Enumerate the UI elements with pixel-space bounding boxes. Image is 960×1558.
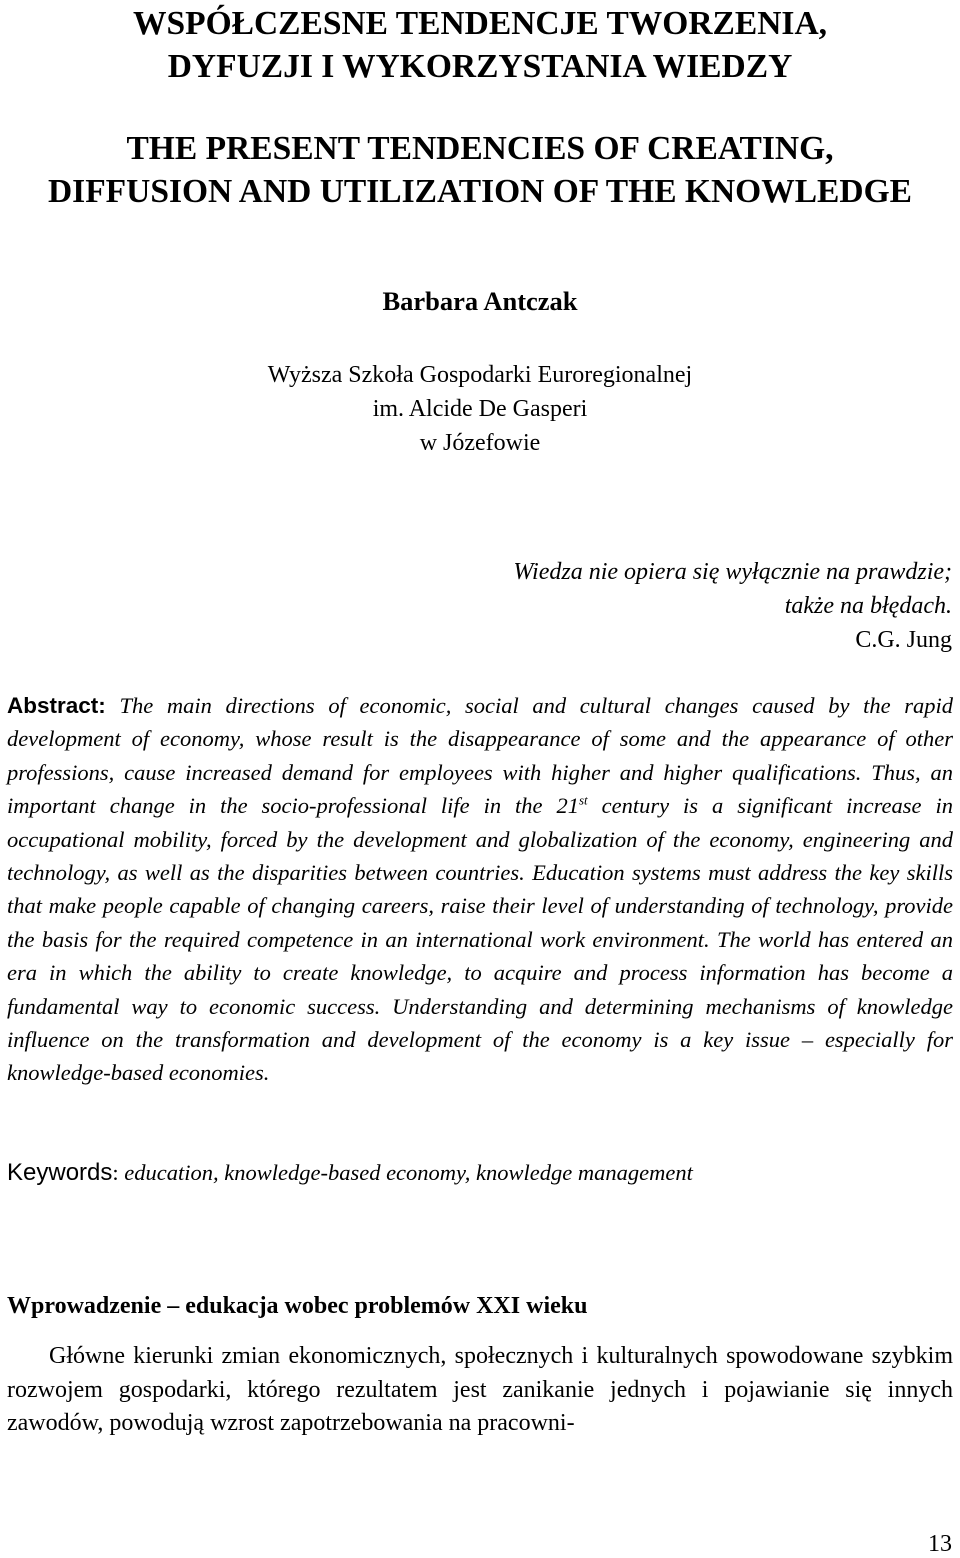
page-number: 13 — [928, 1531, 952, 1557]
abstract-text-part2: century is a significant increase in occupational mobility, forced by the development and globalization of the economy, engineering and technology, as well as the disparities between countries. Education systems must address the key skills that make people capable of changing careers, raise their level of understanding of technology, provide the basis for the required competence in an international work environment. The world has entered an era in which the ability to create knowledge, to acquire and process information has become a fundamental way to economic success. Understanding and determining mechanisms of knowledge influence on the transformation and development of the economy is a key issue – especially for knowledge-based economies. — [7, 793, 953, 1086]
title-english — [0, 127, 960, 213]
affiliation-line1: Wyższa Szkoła Gospodarki Euroregionalnej — [267, 362, 693, 388]
affiliation-line3: w Józefowie — [419, 430, 541, 456]
keywords-values: education, knowledge-based economy, knowledge management — [124, 1160, 693, 1185]
title-english-line2: DIFFUSION AND UTILIZATION OF THE KNOWLEDGE — [47, 173, 912, 210]
abstract-label: Abstract: — [7, 693, 106, 718]
keywords-colon: : — [112, 1160, 119, 1185]
epigraph-line1: Wiedza nie opiera się wyłącznie na prawdzie; — [513, 559, 952, 585]
author-name: Barbara Antczak — [382, 286, 578, 316]
epigraph-line2: także na błędach. — [784, 593, 952, 619]
abstract — [7, 689, 953, 1090]
title-english-line1: THE PRESENT TENDENCIES OF CREATING, — [126, 130, 834, 167]
section-body-text: Główne kierunki zmian ekonomicznych, społecznych i kulturalnych spowodowane szybkim rozwojem gospodarki, którego rezultatem jest zanikanie jednych i pojawianie się innych zawodów, powodują wzrost zapotrzebowania na pracowni- — [7, 1343, 953, 1436]
epigraph — [513, 555, 952, 657]
abstract-superscript: st — [578, 792, 588, 808]
epigraph-author: C.G. Jung — [855, 627, 952, 653]
keywords — [7, 1157, 953, 1189]
affiliation — [0, 358, 960, 460]
keywords-label: Keywords — [7, 1159, 113, 1186]
section-heading: Wprowadzenie – edukacja wobec problemów XXI wieku — [7, 1293, 588, 1319]
title-polish-line2: DYFUZJI I WYKORZYSTANIA WIEDZY — [167, 48, 793, 85]
title-polish-line1: WSPÓŁCZESNE TENDENCJE TWORZENIA, — [132, 5, 828, 42]
title-polish — [0, 2, 960, 88]
affiliation-line2: im. Alcide De Gasperi — [372, 396, 588, 422]
abstract-text-part1: The main directions of economic, social and cultural changes caused by the rapid development of economy, whose result is the disappearance of some and the appearance of other professions, cause increased demand for employees with higher and higher qualifications. Thus, an important change in the socio-professional life in the 21 — [7, 693, 954, 819]
